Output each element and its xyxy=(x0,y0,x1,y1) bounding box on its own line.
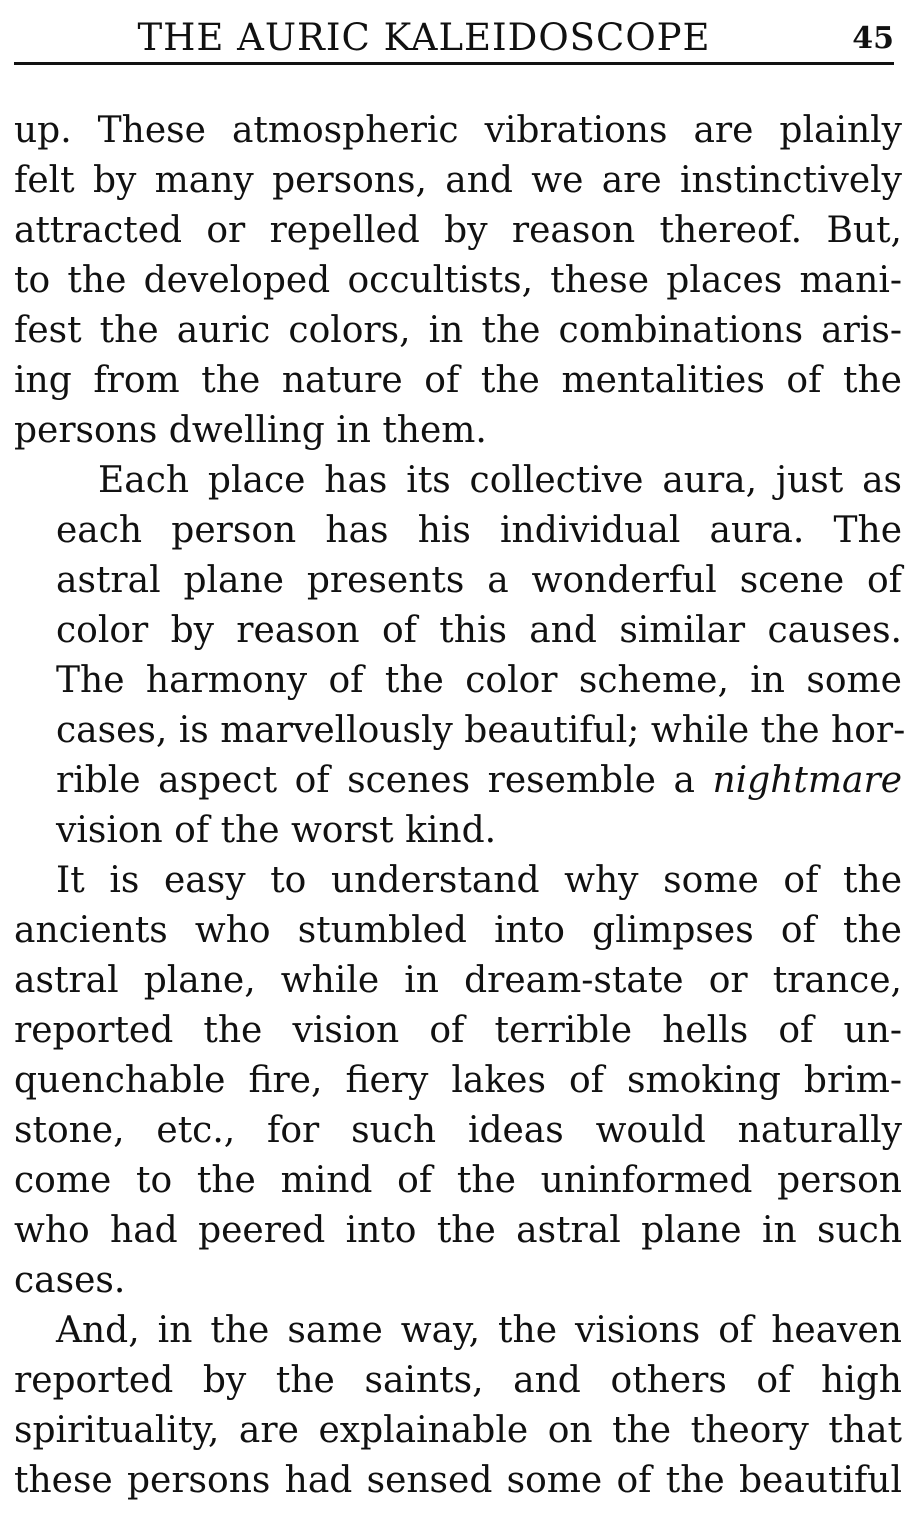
text-line: who had peered into the astral plane in such xyxy=(14,1210,902,1251)
paragraph-2 xyxy=(14,456,906,856)
text-line: stone, etc., for such ideas would naturally xyxy=(14,1110,902,1151)
page-number: 45 xyxy=(852,21,894,56)
text-line: attracted or repelled by reason thereof. But, xyxy=(14,210,902,251)
text-line: come to the mind of the uninformed person xyxy=(14,1160,902,1201)
running-title: THE AURIC KALEIDOSCOPE xyxy=(137,16,711,59)
text-line: reported the vision of terrible hells of un- xyxy=(14,1010,902,1051)
text-line: to the developed occultists, these places mani- xyxy=(14,260,902,301)
text-line: astral plane, while in dream-state or trance, xyxy=(14,960,902,1001)
text-line: It is easy to understand why some of the xyxy=(56,860,902,901)
body-text xyxy=(14,106,906,1506)
text-line: ancients who stumbled into glimpses of the xyxy=(14,910,902,951)
text-fragment: rible aspect of scenes resemble a xyxy=(56,760,713,801)
paragraph-3 xyxy=(14,856,902,1306)
text-line-with-italic xyxy=(14,756,902,806)
italic-word: nightmare xyxy=(712,760,902,801)
text-line: these persons had sensed some of the beautiful xyxy=(14,1460,902,1501)
text-line: up. These atmospheric vibrations are plainly xyxy=(14,110,902,151)
text-line: And, in the same way, the visions of heaven xyxy=(56,1310,902,1351)
text-line: fest the auric colors, in the combinations aris- xyxy=(14,310,902,351)
text-line: vision of the worst kind. xyxy=(56,810,497,851)
text-line: color by reason of this and similar causes. xyxy=(56,610,902,651)
text-line: quenchable fire, fiery lakes of smoking brim- xyxy=(14,1060,902,1101)
text-line: The harmony of the color scheme, in some xyxy=(56,660,902,701)
text-line: cases, is marvellously beautiful; while the hor- xyxy=(56,710,906,751)
text-line: each person has his individual aura. The xyxy=(56,510,902,551)
text-line: cases. xyxy=(14,1260,126,1301)
text-line: Each place has its collective aura, just as xyxy=(98,460,902,501)
text-line: felt by many persons, and we are instinctively xyxy=(14,160,902,201)
paragraph-4 xyxy=(14,1306,902,1506)
text-line: reported by the saints, and others of high xyxy=(14,1360,902,1401)
text-line: ing from the nature of the mentalities of the xyxy=(14,360,902,401)
text-line: astral plane presents a wonderful scene of xyxy=(56,560,902,601)
running-header xyxy=(14,14,894,65)
text-line: spirituality, are explainable on the theory that xyxy=(14,1410,902,1451)
paragraph-1 xyxy=(14,106,902,456)
text-line: persons dwelling in them. xyxy=(14,410,487,451)
